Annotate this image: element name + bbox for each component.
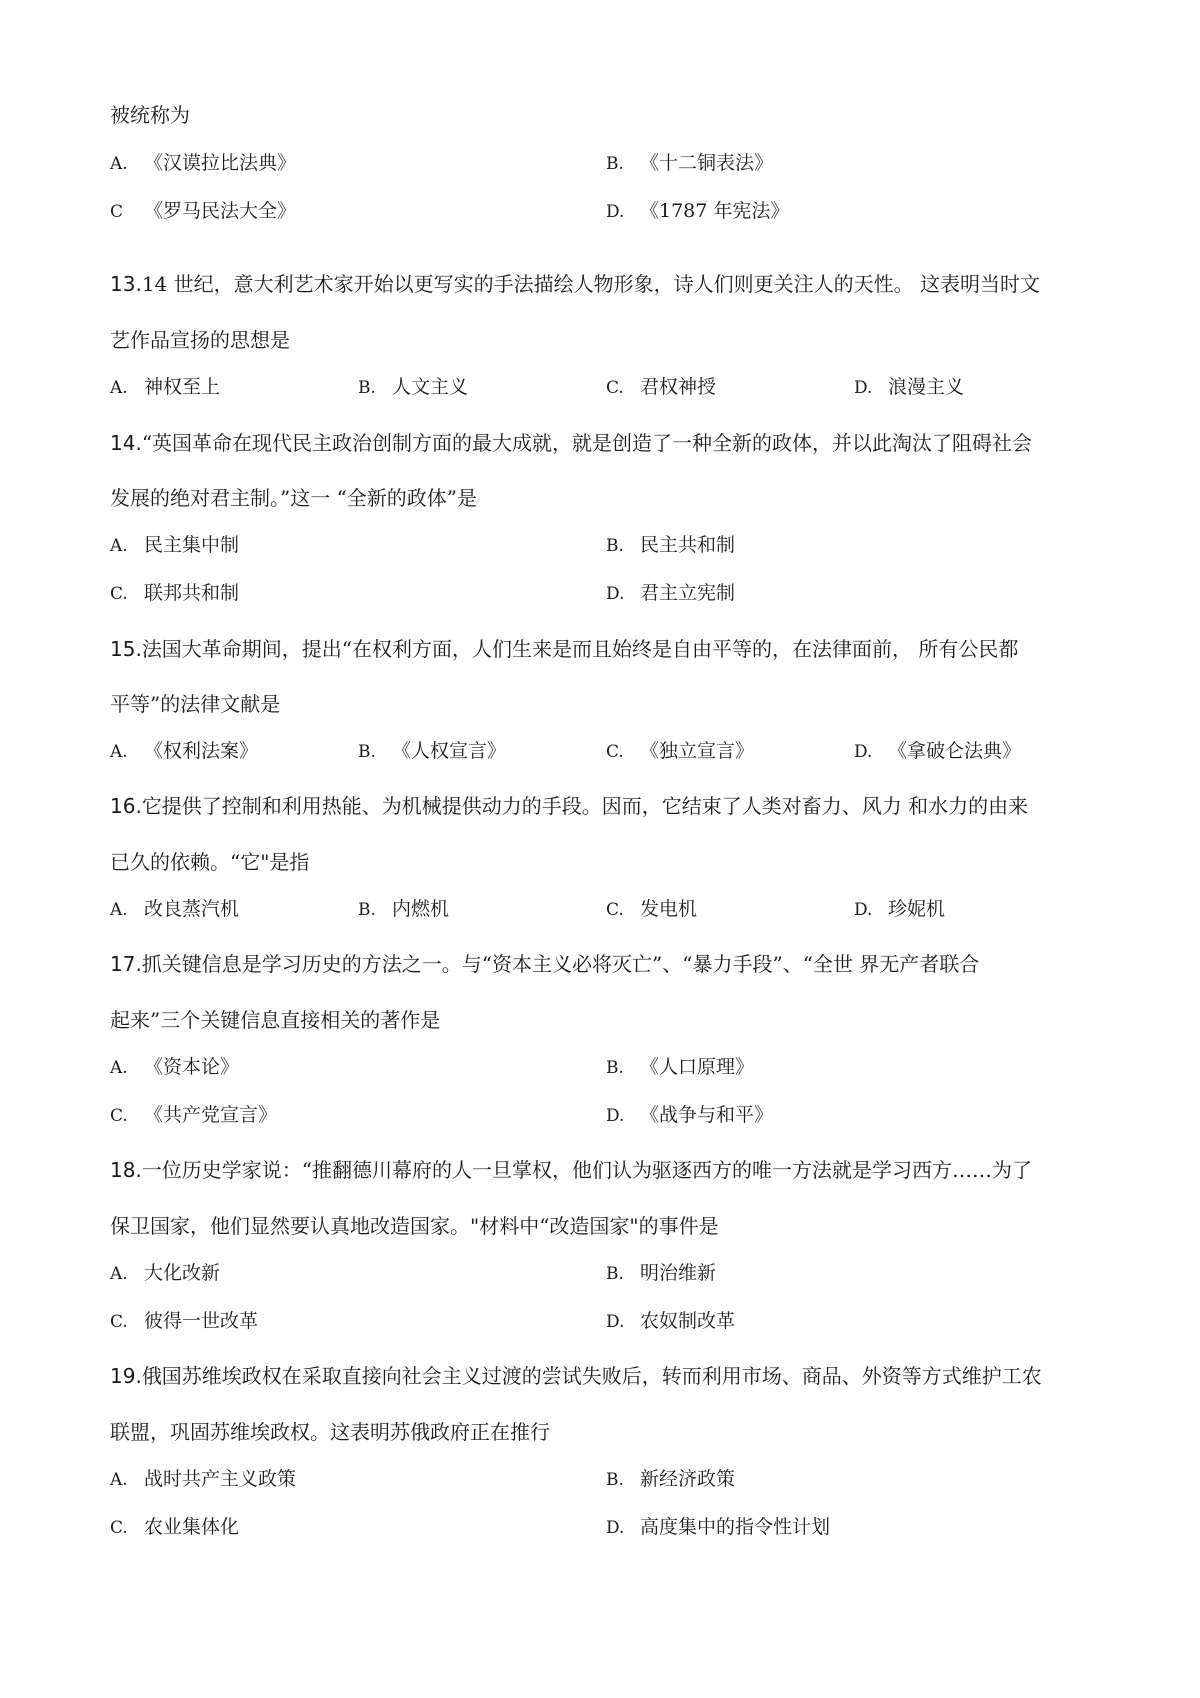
option-text: 《罗马民法大全》 — [144, 200, 297, 222]
q13-option-b — [358, 375, 468, 400]
q19-option-a — [110, 1467, 296, 1492]
question-number: 13. — [110, 272, 142, 296]
option-text: 《人口原理》 — [640, 1056, 755, 1078]
option-text: 《共产党宣言》 — [144, 1104, 278, 1126]
q19-option-d — [606, 1515, 830, 1540]
q14-option-a — [110, 533, 239, 558]
option-text: 高度集中的指令性计划 — [640, 1516, 831, 1538]
q12-option-c — [110, 199, 296, 224]
option-letter: A. — [110, 378, 128, 398]
q15-option-c — [606, 739, 754, 764]
option-text: 农业集体化 — [144, 1516, 240, 1538]
q15-option-b — [358, 739, 506, 764]
option-letter: A. — [110, 1058, 128, 1078]
option-letter: B. — [358, 742, 376, 762]
q18-option-c — [110, 1309, 258, 1334]
option-letter: B. — [606, 1470, 624, 1490]
q15-stem-line-1 — [110, 637, 1018, 661]
question-text: “英国革命在现代民主政治创制方面的最大成就，就是创造了一种全新的政体，并以此淘汰了阻碍社会 — [141, 431, 1033, 455]
question-number: 16. — [110, 794, 142, 818]
option-letter: D. — [606, 1518, 625, 1538]
q19-option-b — [606, 1467, 735, 1492]
q14-stem-line-1 — [110, 431, 1032, 455]
option-text: 新经济政策 — [640, 1468, 736, 1490]
option-text: 改良蒸汽机 — [144, 898, 240, 920]
q16-option-c — [606, 897, 697, 922]
q17-option-c — [110, 1103, 277, 1128]
q12-option-b — [606, 151, 773, 176]
question-text: 一位历史学家说：“推翻德川幕府的人一旦掌权，他们认为驱逐西方的唯一方法就是学习西方……为了 — [141, 1158, 1033, 1182]
option-letter: C. — [110, 584, 128, 604]
q17-option-a — [110, 1055, 239, 1080]
question-text: 抓关键信息是学习历史的方法之一。与“资本主义必将灭亡”、“暴力手段”、“全世 界无产者联合 — [141, 952, 980, 976]
option-letter: C. — [606, 900, 624, 920]
option-text: 大化改新 — [144, 1262, 221, 1284]
option-text: 浪漫主义 — [888, 376, 965, 398]
option-letter: D. — [854, 378, 873, 398]
q16-option-d — [854, 897, 945, 922]
option-text: 民主共和制 — [640, 534, 736, 556]
q15-option-a — [110, 739, 258, 764]
option-letter: A. — [110, 900, 128, 920]
q18-stem-line-1 — [110, 1158, 1032, 1182]
q12-option-a — [110, 151, 296, 176]
q17-option-d — [606, 1103, 773, 1128]
question-number: 15. — [110, 637, 142, 661]
option-text: 《独立宣言》 — [640, 740, 755, 762]
q19-stem-line-2: 联盟，巩固苏维埃政权。这表明苏俄政府正在推行 — [110, 1420, 550, 1444]
option-letter: B. — [606, 154, 624, 174]
q18-option-a — [110, 1261, 220, 1286]
q13-stem-line-2: 艺作品宣扬的思想是 — [110, 328, 290, 352]
q17-stem-line-2: 起来”三个关键信息直接相关的著作是 — [110, 1008, 441, 1032]
option-letter: C. — [606, 742, 624, 762]
question-text: 俄国苏维埃政权在采取直接向社会主义过渡的尝试失败后，转而利用市场、商品、外资等方式维护工农 — [141, 1364, 1042, 1388]
q13-option-d — [854, 375, 964, 400]
q14-stem-line-2: 发展的绝对君主制。”这一 “全新的政体”是 — [110, 486, 478, 510]
q18-stem-line-2: 保卫国家，他们显然要认真地改造国家。"材料中“改造国家"的事件是 — [110, 1214, 719, 1238]
q17-option-b — [606, 1055, 754, 1080]
option-text: 《权利法案》 — [144, 740, 259, 762]
option-text: 珍妮机 — [888, 898, 946, 920]
option-letter: A. — [110, 154, 128, 174]
option-text: 《汉谟拉比法典》 — [144, 152, 297, 174]
q19-option-c — [110, 1515, 239, 1540]
option-text: 《战争与和平》 — [640, 1104, 774, 1126]
option-text: 《资本论》 — [144, 1056, 240, 1078]
option-text: 明治维新 — [640, 1262, 717, 1284]
option-letter: B. — [606, 1058, 624, 1078]
q16-option-b — [358, 897, 449, 922]
option-letter: A. — [110, 536, 128, 556]
q13-stem-line-1 — [110, 272, 1040, 296]
question-text: 法国大革命期间，提出“在权利方面，人们生来是而且始终是自由平等的，在法律面前， 所有公民都 — [141, 637, 1019, 661]
q18-option-d — [606, 1309, 735, 1334]
option-letter: B. — [606, 1264, 624, 1284]
option-letter: B. — [358, 378, 376, 398]
option-text: 君主立宪制 — [640, 582, 736, 604]
q19-stem-line-1 — [110, 1364, 1042, 1388]
question-number: 18. — [110, 1158, 142, 1182]
option-text: 农奴制改革 — [640, 1310, 736, 1332]
option-text: 《人权宣言》 — [392, 740, 507, 762]
option-letter: D. — [606, 584, 625, 604]
option-letter: D. — [606, 1106, 625, 1126]
option-text: 彼得一世改革 — [144, 1310, 259, 1332]
q13-option-a — [110, 375, 220, 400]
q16-stem-line-2: 已久的依赖。“它"是指 — [110, 850, 310, 874]
q14-option-d — [606, 581, 735, 606]
option-letter: A. — [110, 742, 128, 762]
option-letter: D. — [854, 900, 873, 920]
question-number: 14. — [110, 431, 142, 455]
question-number: 19. — [110, 1364, 142, 1388]
option-letter: C. — [110, 1518, 128, 1538]
option-letter: C. — [110, 1312, 128, 1332]
option-text: 《拿破仑法典》 — [888, 740, 1022, 762]
option-text: 民主集中制 — [144, 534, 240, 556]
option-letter: A. — [110, 1264, 128, 1284]
option-text: 发电机 — [640, 898, 698, 920]
option-letter: B. — [358, 900, 376, 920]
q15-stem-line-2: 平等”的法律文献是 — [110, 692, 281, 716]
option-letter: B. — [606, 536, 624, 556]
option-text: 内燃机 — [392, 898, 450, 920]
option-letter: C — [110, 202, 124, 222]
option-letter: C. — [606, 378, 624, 398]
option-letter: C. — [110, 1106, 128, 1126]
q15-option-d — [854, 739, 1021, 764]
q16-stem-line-1 — [110, 794, 1028, 818]
option-letter: D. — [606, 1312, 625, 1332]
q12-option-d — [606, 199, 789, 224]
option-text: 君权神授 — [640, 376, 717, 398]
q12-stem-tail: 被统称为 — [110, 103, 190, 127]
q13-option-c — [606, 375, 716, 400]
option-text: 人文主义 — [392, 376, 469, 398]
option-text: 神权至上 — [144, 376, 221, 398]
question-text: 14 世纪，意大利艺术家开始以更写实的手法描绘人物形象，诗人们则更关注人的天性。 这表明当时文 — [141, 272, 1040, 296]
q14-option-c — [110, 581, 239, 606]
question-text: 它提供了控制和利用热能、为机械提供动力的手段。因而，它结束了人类对畜力、风力 和水力的由来 — [141, 794, 1029, 818]
option-text: 联邦共和制 — [144, 582, 240, 604]
option-text: 《十二铜表法》 — [640, 152, 774, 174]
q18-option-b — [606, 1261, 716, 1286]
option-text: 战时共产主义政策 — [144, 1468, 297, 1490]
q17-stem-line-1 — [110, 952, 979, 976]
option-letter: D. — [606, 202, 625, 222]
q16-option-a — [110, 897, 239, 922]
question-number: 17. — [110, 952, 142, 976]
q14-option-b — [606, 533, 735, 558]
option-letter: A. — [110, 1470, 128, 1490]
option-letter: D. — [854, 742, 873, 762]
option-text: 《1787 年宪法》 — [640, 200, 790, 222]
